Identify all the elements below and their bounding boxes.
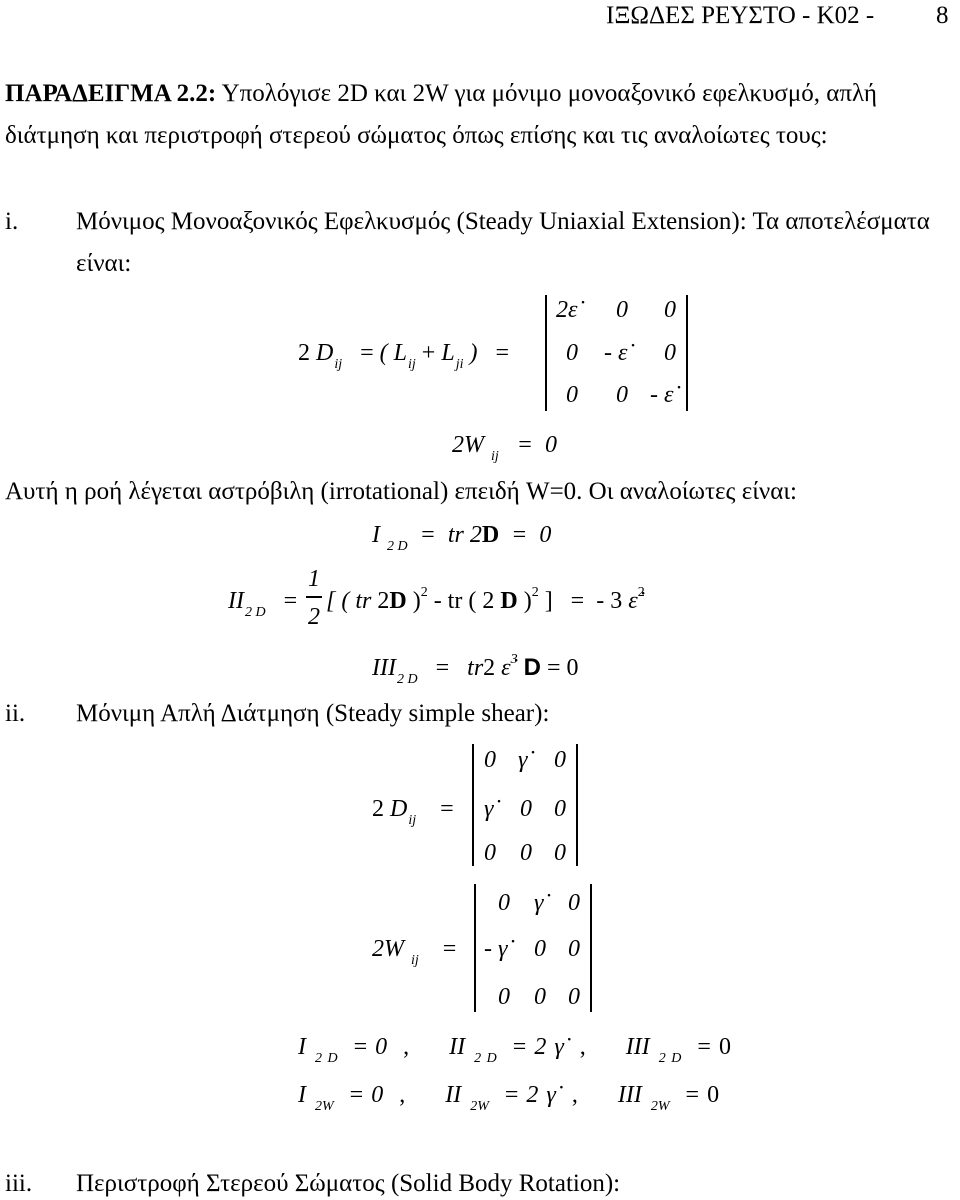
- matrix-iiw-left-bar: [474, 884, 476, 1012]
- example-label: ΠΑΡΑΔΕΙΓΜΑ 2.2:: [5, 80, 217, 107]
- example-line-1: [5, 80, 877, 108]
- matrix-iiw-cell: - γ̇: [484, 936, 508, 962]
- matrix-iiw-cell: 0: [498, 890, 510, 916]
- matrix-i-cell: 0: [616, 382, 628, 408]
- matrix-iiw-cell: 0: [568, 984, 580, 1010]
- equation-2w-shear-lhs: 2W $_{ij}$ =: [372, 936, 457, 968]
- fraction-bar: [306, 596, 322, 598]
- matrix-iiw-cell: 0: [534, 936, 546, 962]
- matrix-i-cell: - ε̇: [604, 340, 628, 366]
- section-iii-heading: Περιστροφή Στερεού Σώματος (Solid Body Rotation):: [76, 1170, 621, 1197]
- section-i-heading: Μόνιμος Μονοαξονικός Εφελκυσμός (Steady Uniaxial Extension): Τα αποτελέσματα: [76, 208, 930, 235]
- equation-2w-zero: 2W $_{ij}$ = 0: [452, 432, 557, 464]
- matrix-iid-cell: 0: [554, 840, 566, 866]
- matrix-iiw-right-bar: [590, 884, 592, 1012]
- invariant-i-first: I $_{2 D}$ = tr 2D = 0: [372, 522, 552, 554]
- matrix-iid-left-bar: [472, 744, 474, 866]
- matrix-iiw-cell: 0: [498, 984, 510, 1010]
- section-i-irrotational-note: Αυτή η ροή λέγεται αστρόβιλη (irrotational) επειδή W=0. Οι αναλοίωτες είναι:: [5, 478, 797, 505]
- matrix-i-cell: 0: [566, 382, 578, 408]
- matrix-i-cell: 0: [616, 297, 628, 323]
- matrix-iiw-cell: γ̇: [534, 890, 544, 916]
- invariants-ii-W: I $_{2W}$ = 0 , II $_{2W}$ = 2 γ̇ , III $_{2W}$ = 0: [298, 1082, 720, 1114]
- page-number: 8: [936, 2, 949, 29]
- example-text-1: Υπολόγισε 2D και 2W για μόνιμο μονοαξονικό εφελκυσμό, απλή: [221, 80, 877, 107]
- matrix-i-cell: 0: [664, 297, 676, 323]
- matrix-iid-cell: 0: [520, 840, 532, 866]
- matrix-i-cell: - ε̇: [650, 382, 674, 408]
- section-i-heading-cont: είναι:: [76, 250, 132, 277]
- matrix-iiw-cell: 0: [534, 984, 546, 1010]
- matrix-iid-cell: 0: [484, 840, 496, 866]
- matrix-i-cell: 0: [664, 340, 676, 366]
- invariant-i-third: $III_{2 D} = tr2$ ε̇$^3$ D = 0: [372, 652, 579, 687]
- matrix-i-left-bar: [545, 295, 547, 411]
- matrix-iid-cell: γ̇: [518, 747, 528, 773]
- section-ii-number: ii.: [5, 700, 26, 727]
- matrix-iiw-cell: 0: [568, 936, 580, 962]
- section-i-number: i.: [5, 208, 19, 235]
- matrix-iid-cell: 0: [554, 796, 566, 822]
- matrix-iid-cell: 0: [484, 747, 496, 773]
- matrix-iiw-cell: 0: [568, 890, 580, 916]
- matrix-iid-right-bar: [576, 744, 578, 866]
- invariant-i-second: $II_{2 D}$ =: [228, 588, 298, 620]
- matrix-iid-cell: 0: [554, 747, 566, 773]
- matrix-i-right-bar: [686, 295, 688, 411]
- example-line-2: διάτμηση και περιστροφή στερεού σώματος όπως επίσης και τις αναλοίωτες τους:: [5, 122, 828, 149]
- section-iii-number: iii.: [5, 1170, 33, 1197]
- invariants-ii-D: I $_{2 D}$ = 0 , II $_{2 D}$ = 2 γ̇ , III $_{2 D}$ = 0: [298, 1034, 731, 1066]
- fraction-denominator: 2: [308, 604, 320, 630]
- matrix-iid-cell: γ̇: [484, 796, 494, 822]
- section-ii-heading: Μόνιμη Απλή Διάτμηση (Steady simple shear):: [76, 700, 550, 727]
- invariant-i-second-rhs: [ ( tr 2D )$^2$ - tr ( 2 D )$^2$ ] = - 3 ε̇$^2$: [326, 585, 645, 614]
- equation-2d-shear-lhs: 2 $D_{ij}$ =: [372, 796, 454, 828]
- matrix-iid-cell: 0: [520, 796, 532, 822]
- running-header: ΙΞΩΔΕΣ ΡΕΥΣΤΟ - Κ02 -: [606, 2, 875, 29]
- fraction-numerator: 1: [308, 566, 320, 592]
- equation-2d-lhs: 2 $D_{ij}$ = ( $L_{ij} + L_{ji}$ ) =: [298, 340, 510, 372]
- matrix-i-cell: 0: [566, 340, 578, 366]
- matrix-i-cell: 2ε̇: [556, 297, 578, 323]
